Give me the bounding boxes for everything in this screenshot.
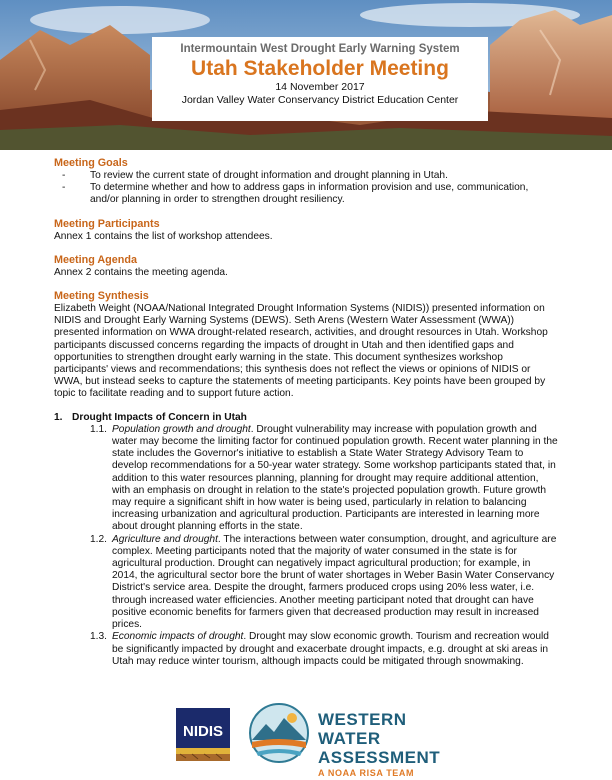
section-title: Drought Impacts of Concern in Utah (72, 411, 247, 423)
subsection-lead: Agriculture and drought (112, 533, 218, 545)
wwa-logo-icon (248, 702, 310, 764)
subsection-text: . Drought vulnerability may increase with population growth and water may become the limiting factor for continued population growth. Recent water planning in the state includes the Governor's initiative to establish a State Water Strategy Advisory Team to develop recommendations for a 50-year water strategy. Some workshop participants stated that, in addition to this water resources planning, planning for drought may require additional attention, with an emphasis on drought in relation to the state's projected population growth. Future growth may require a significant shift in how water is being used, particularly in relation to balancing increasing urbanization and agricultural production. Participants are interested in learning more about drought planning efforts in the state. (112, 423, 558, 533)
dash-bullet: - (62, 170, 66, 181)
goals-heading: Meeting Goals (54, 157, 128, 169)
participants-section (54, 218, 558, 243)
goal-text: To determine whether and how to address gaps in information provision and use, communication, and/or planning in order to strengthen drought resiliency. (90, 182, 529, 206)
subsection-item (90, 631, 558, 668)
agenda-text: Annex 2 contains the meeting agenda. (54, 266, 228, 278)
subsection-text: . Drought may slow economic growth. Tourism and recreation would be significantly impacted by drought and exacerbate drought impacts, e.g. drought at ski areas in Utah may reduce winter tourism, although impacts could be mitigated through snowmaking. (112, 631, 549, 667)
subsection-number: 1.1. (90, 423, 107, 435)
subsection-item (90, 424, 558, 534)
subsection-list (72, 424, 558, 668)
synthesis-heading: Meeting Synthesis (54, 290, 149, 303)
list-item (62, 182, 558, 206)
wwa-tagline: A NOAA RISA TEAM (318, 768, 415, 778)
goals-list (54, 170, 558, 207)
section-1 (54, 412, 558, 668)
dash-bullet: - (62, 182, 66, 194)
subsection-number: 1.2. (90, 533, 107, 545)
subsection-item (90, 534, 558, 632)
subsection-number: 1.3. (90, 631, 107, 643)
meeting-location: Jordan Valley Water Conservancy District Education Center (181, 94, 459, 106)
subsection-lead: Economic impacts of drought (112, 631, 244, 643)
document-body (54, 157, 558, 668)
title-box (152, 37, 488, 121)
synthesis-text: Elizabeth Weight (NOAA/National Integrated Drought Information Systems (NIDIS)) presented information on NIDIS and Drought Early Warning Systems (DEWS). Seth Arens (Western Water Assessment (WWA)) presented information on WWA drought-related research, activities, and drought resources in Utah. Workshop participants discussed concerns regarding the impacts of drought in Utah and then identified gaps and opportunities to strengthen drought early warning in the state. This document synthesizes workshop participants' views and recommendations; this synthesis does not reflect the views or opinions of NIDIS or WWA, but instead seeks to capture the statements of meeting participants. Key points have been grouped by topic to facilitate reading and to support future action. (54, 303, 548, 400)
subsection-lead: Population growth and drought (112, 423, 251, 435)
subsection-text: . The interactions between water consumption, drought, and agriculture are complex. Meeting participants noted that the majority of water consumed in the state is for agricultural production. Drought can negatively impact agricultural production; for example, in 2014, the agricultural sector bore the brunt of water shortages in Weber Basin Water Conservancy District's service area. Despite the drought, farmers produced crops using 20% less water, i.e. through increased water efficiencies. Another meeting participant noted that drought can have positive economic benefits for farmers given that decreased production may result in increased prices. (112, 533, 557, 631)
agenda-heading: Meeting Agenda (54, 253, 137, 266)
nidis-logo-text: NIDIS (182, 723, 224, 740)
nidis-logo (174, 706, 232, 764)
agenda-section (54, 254, 558, 279)
program-name: Intermountain West Drought Early Warning System (180, 43, 460, 55)
participants-text: Annex 1 contains the list of workshop attendees. (54, 230, 273, 242)
wwa-line-2: ASSESSMENT (318, 748, 441, 767)
header-banner (0, 0, 612, 150)
participants-heading: Meeting Participants (54, 217, 160, 230)
footer-logos (170, 700, 470, 778)
wwa-line-1: WESTERN WATER (318, 710, 407, 748)
section-number: 1. (54, 411, 63, 423)
synthesis-section (54, 290, 558, 401)
numbered-section-list (54, 412, 558, 668)
goals-section (54, 157, 558, 207)
meeting-date: 14 November 2017 (275, 81, 365, 93)
goal-text: To review the current state of drought information and drought planning in Utah. (90, 170, 448, 181)
list-item (62, 170, 558, 182)
page-title: Utah Stakeholder Meeting (191, 57, 449, 80)
